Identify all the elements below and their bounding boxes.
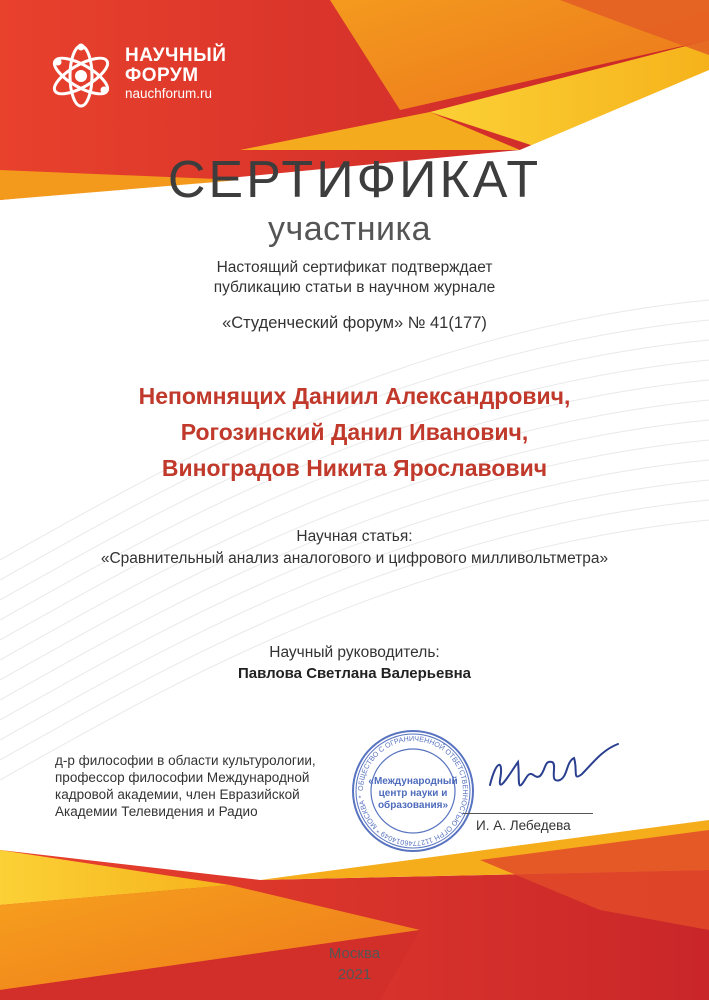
city: Москва xyxy=(328,945,381,962)
confirmation-text xyxy=(0,258,709,298)
year: 2021 xyxy=(337,966,372,983)
author-name: Рогозинский Данил Иванович, xyxy=(180,419,529,445)
stamp-ring-text: ОБЩЕСТВО С ОГРАНИЧЕННОЙ ОТВЕТСТВЕННОСТЬЮ ОГРН 1127746014049 * МОСКВА * xyxy=(355,733,471,849)
signer-credentials xyxy=(55,752,316,820)
article-label: Научная статья: xyxy=(296,528,413,545)
supervisor-name: Павлова Светлана Валерьевна xyxy=(238,665,471,682)
author-name: Непомнящих Даниил Александрович, xyxy=(138,383,571,409)
confirmation-line-1: Настоящий сертификат подтверждает xyxy=(216,259,493,276)
official-stamp xyxy=(350,728,476,854)
credentials-line: кадровой академии, член Евразийской xyxy=(55,787,300,802)
certificate-title: СЕРТИФИКАТ xyxy=(167,151,542,209)
handwritten-signature xyxy=(482,740,622,810)
supervisor-block xyxy=(0,642,709,684)
logo-url: nauchforum.ru xyxy=(125,86,213,101)
signature-line xyxy=(463,813,593,814)
logo-line-1: НАУЧНЫЙ xyxy=(125,45,227,66)
place-and-year xyxy=(0,943,709,985)
journal-name: «Студенческий форум» № 41(177) xyxy=(222,314,487,332)
stamp-line: «Международный xyxy=(368,776,458,787)
article-block xyxy=(0,526,709,570)
signer-name: И. А. Лебедева xyxy=(476,818,571,833)
confirmation-line-2: публикацию статьи в научном журнале xyxy=(213,279,496,296)
authors-list xyxy=(0,378,709,486)
author-name: Виноградов Никита Ярославович xyxy=(161,455,548,481)
logo-text xyxy=(125,46,226,102)
stamp-line: образования» xyxy=(377,800,449,811)
credentials-line: Академии Телевидения и Радио xyxy=(55,804,258,819)
article-title: «Сравнительный анализ аналогового и цифрового милливольтметра» xyxy=(100,550,609,567)
certificate-subtitle: участника xyxy=(268,210,431,248)
supervisor-label: Научный руководитель: xyxy=(269,644,440,661)
stamp-line: центр науки и xyxy=(378,788,448,799)
credentials-line: профессор философии Международной xyxy=(55,770,310,785)
credentials-line: д-р философии в области культурологии, xyxy=(55,753,316,768)
logo-line-2: ФОРУМ xyxy=(125,65,199,86)
